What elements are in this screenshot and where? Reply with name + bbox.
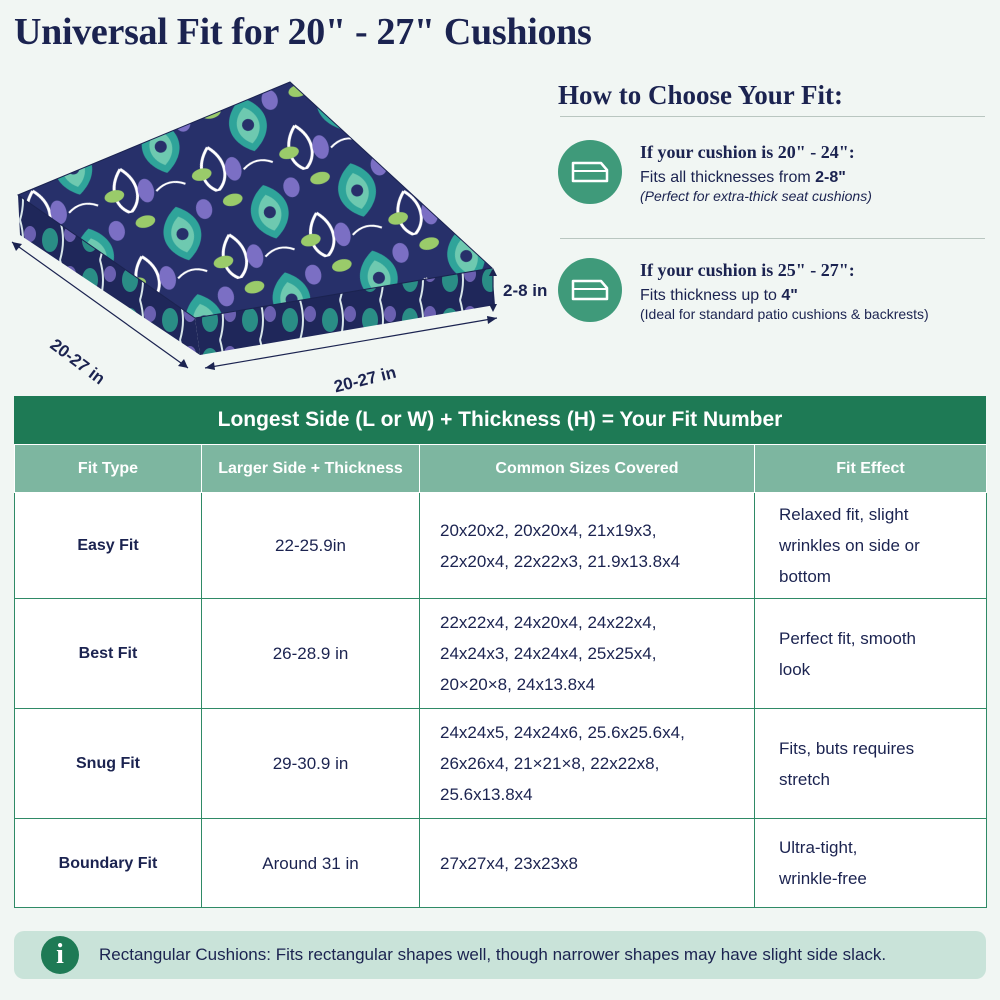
table-row bbox=[15, 819, 987, 908]
table-row bbox=[15, 599, 987, 709]
table-row bbox=[15, 709, 987, 819]
dimension-label-bottom: 20-27 in bbox=[332, 362, 399, 397]
effect-cell: Relaxed fit, slight wrinkles on side or bottom bbox=[755, 493, 987, 599]
cushion-outline-icon bbox=[558, 140, 622, 204]
fit-table bbox=[14, 396, 986, 908]
fit-table-grid bbox=[14, 444, 987, 908]
fit-type-cell: Best Fit bbox=[15, 599, 202, 709]
divider bbox=[560, 238, 985, 239]
header-fit-effect: Fit Effect bbox=[755, 445, 987, 493]
fit-type-cell: Easy Fit bbox=[15, 493, 202, 599]
range-cell: 22-25.9in bbox=[202, 493, 420, 599]
fit-option-note: (Ideal for standard patio cushions & backrests) bbox=[640, 306, 929, 322]
footer-note bbox=[14, 931, 986, 979]
sizes-cell: 27x27x4, 23x23x8 bbox=[420, 819, 755, 908]
dimension-label-left: 20-27 in bbox=[46, 335, 109, 389]
fit-option-heading: If your cushion is 25" - 27": bbox=[640, 260, 855, 280]
range-cell: 26-28.9 in bbox=[202, 599, 420, 709]
fit-option-note: (Perfect for extra-thick seat cushions) bbox=[640, 188, 872, 204]
sizes-cell: 20x20x2, 20x20x4, 21x19x3, 22x20x4, 22x22x3, 21.9x13.8x4 bbox=[420, 493, 755, 599]
fit-option-description: Fits thickness up to 4" bbox=[640, 287, 798, 304]
sizes-cell: 24x24x5, 24x24x6, 25.6x25.6x4, 26x26x4, 21×21×8, 22x22x8, 25.6x13.8x4 bbox=[420, 709, 755, 819]
range-cell: Around 31 in bbox=[202, 819, 420, 908]
sizes-cell: 22x22x4, 24x20x4, 24x22x4, 24x24x3, 24x24x4, 25x25x4, 20×20×8, 24x13.8x4 bbox=[420, 599, 755, 709]
effect-cell: Perfect fit, smooth look bbox=[755, 599, 987, 709]
table-banner: Longest Side (L or W) + Thickness (H) = Your Fit Number bbox=[14, 396, 986, 444]
header-common-sizes: Common Sizes Covered bbox=[420, 445, 755, 493]
info-icon: i bbox=[41, 936, 79, 974]
dimension-label-height: 2-8 in bbox=[503, 281, 548, 300]
table-row bbox=[15, 493, 987, 599]
fit-type-cell: Boundary Fit bbox=[15, 819, 202, 908]
range-cell: 29-30.9 in bbox=[202, 709, 420, 819]
effect-cell: Ultra-tight, wrinkle-free bbox=[755, 819, 987, 908]
fit-option-small bbox=[558, 140, 988, 220]
footer-text: Rectangular Cushions: Fits rectangular shapes well, though narrower shapes may have slight side slack. bbox=[99, 945, 887, 964]
fit-option-large bbox=[558, 258, 988, 338]
header-larger-side: Larger Side + Thickness bbox=[202, 445, 420, 493]
fit-type-cell: Snug Fit bbox=[15, 709, 202, 819]
effect-cell: Fits, buts requires stretch bbox=[755, 709, 987, 819]
page-title: Universal Fit for 20" - 27" Cushions bbox=[14, 11, 592, 53]
divider bbox=[560, 116, 985, 117]
cushion-drawing bbox=[0, 60, 560, 390]
fit-option-description: Fits all thicknesses from 2-8" bbox=[640, 169, 846, 186]
how-to-choose-title: How to Choose Your Fit: bbox=[558, 80, 843, 110]
header-fit-type: Fit Type bbox=[15, 445, 202, 493]
table-header-row bbox=[15, 445, 987, 493]
cushion-illustration bbox=[0, 60, 560, 397]
fit-option-heading: If your cushion is 20" - 24": bbox=[640, 142, 855, 162]
cushion-outline-icon bbox=[558, 258, 622, 322]
